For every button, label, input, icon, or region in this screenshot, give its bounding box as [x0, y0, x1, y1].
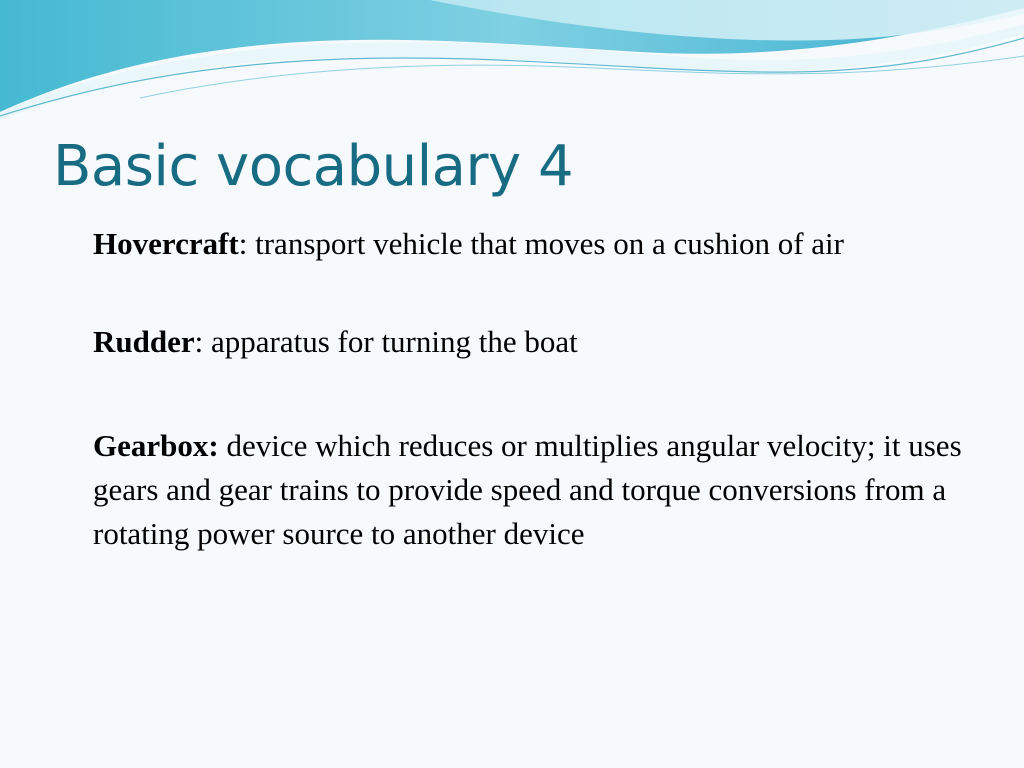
vocab-term: Hovercraft	[93, 226, 239, 261]
vocabulary-list	[93, 222, 973, 556]
vocab-item-gearbox	[93, 424, 973, 556]
vocab-term: Gearbox:	[93, 428, 219, 463]
vocab-separator: :	[238, 226, 256, 261]
vocab-term: Rudder	[93, 324, 195, 359]
slide-title: Basic vocabulary 4	[53, 134, 574, 199]
vocab-separator: :	[194, 324, 212, 359]
vocab-definition: apparatus for turning the boat	[211, 324, 578, 359]
vocab-definition: transport vehicle that moves on a cushion of air	[255, 226, 844, 261]
vocab-item-rudder	[93, 320, 973, 364]
vocab-item-hovercraft	[93, 222, 973, 266]
vocab-definition: device which reduces or multiplies angular velocity; it uses gears and gear trains to provide speed and torque conversions from a rotating power source to another device	[93, 428, 962, 551]
wave-header-decoration	[0, 0, 1024, 120]
